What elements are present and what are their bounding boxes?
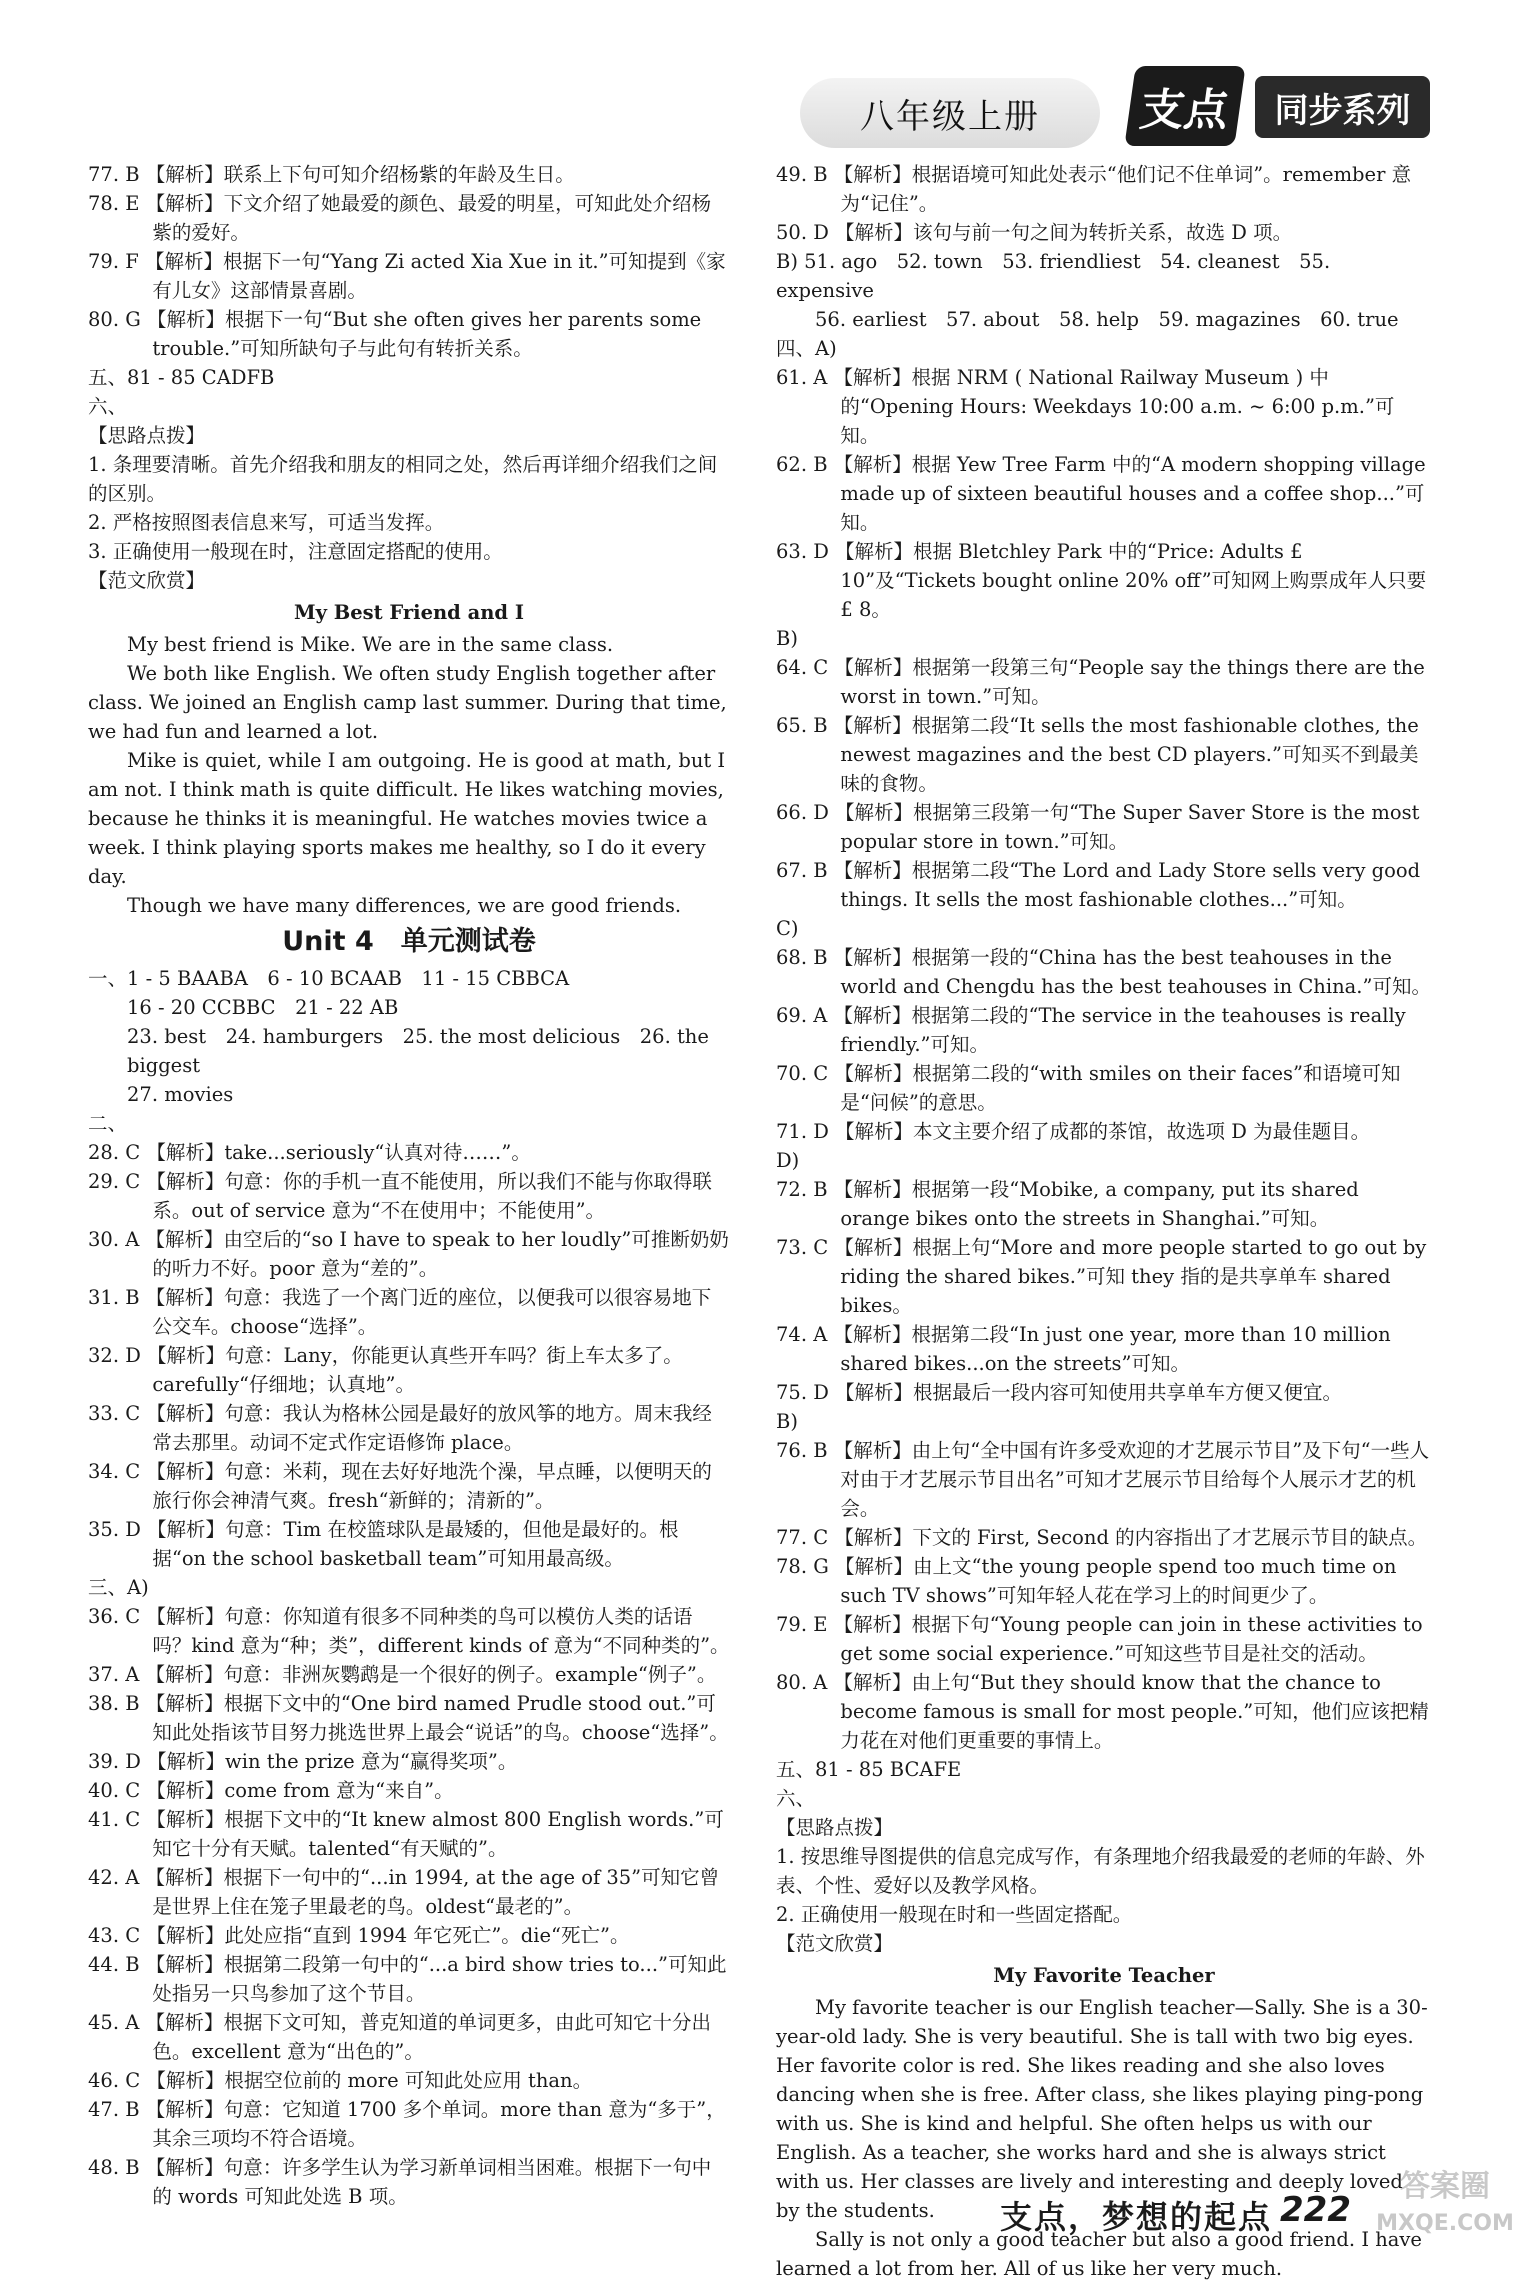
text-line: 2. 正确使用一般现在时和一些固定搭配。 — [776, 1903, 1133, 1926]
text-line: D) — [776, 1149, 800, 1172]
text-line: 3. 正确使用一般现在时，注意固定搭配的使用。 — [88, 540, 503, 563]
text-line: 65. B 【解析】根据第二段“It sells the most fashionable clothes, the newest magazines and the best CD players.”可知买不到最美味的食物。 — [776, 714, 1419, 795]
text-line: 46. C 【解析】根据空位前的 more 可知此处应用 than。 — [88, 2069, 593, 2092]
text-line: 74. A 【解析】根据第二段“In just one year, more than 10 million shared bikes...on the streets”可知。 — [776, 1323, 1391, 1375]
text-line: My best friend is Mike. We are in the same class. — [127, 633, 614, 656]
text-line: 66. D 【解析】根据第三段第一句“The Super Saver Store is the most popular store in town.”可知。 — [776, 801, 1420, 853]
text-line: B) — [776, 627, 798, 650]
text-line: 79. E 【解析】根据下句“Young people can join in these activities to get some social experience.”可知这些节目是社交的活动。 — [776, 1613, 1423, 1665]
text-line: 37. A 【解析】句意：非洲灰鹦鹉是一个很好的例子。example“例子”。 — [88, 1663, 717, 1686]
text-line: 28. C 【解析】take...seriously“认真对待……”。 — [88, 1141, 531, 1164]
text-line: 70. C 【解析】根据第二段的“with smiles on their faces”和语境可知是“问候”的意思。 — [776, 1062, 1401, 1114]
text-line: 62. B 【解析】根据 Yew Tree Farm 中的“A modern shopping village made up of sixteen beautiful houses and a coffee shop...”可知。 — [776, 453, 1426, 534]
text-line: 47. B 【解析】句意：它知道 1700 多个单词。more than 意为“多于”，其余三项均不符合语境。 — [88, 2098, 726, 2150]
text-line: 32. D 【解析】句意：Lany，你能更认真些开车吗？街上车太多了。carefully“仔细地；认真地”。 — [88, 1344, 683, 1396]
essay-title: My Favorite Teacher — [993, 1964, 1215, 1987]
text-line: 40. C 【解析】come from 意为“来自”。 — [88, 1779, 454, 1802]
series-label: 同步系列 — [1255, 76, 1430, 138]
text-line: 67. B 【解析】根据第二段“The Lord and Lady Store sells very good things. It sells the most fashionable clothes...”可知。 — [776, 859, 1421, 911]
text-line: B) 51. ago 52. town 53. friendliest 54. cleanest 55. expensive — [776, 250, 1331, 302]
text-line: My favorite teacher is our English teacher—Sally. She is a 30-year-old lady. She is very beautiful. She is tall with two big eyes. Her favorite color is red. She likes reading and she also loves dancing when she is free. After class, she likes playing ping-pong with us. She is kind and helpful. She often helps us with our English. As a teacher, she works hard and she is always strict with us. Her classes are lively and interesting and deeply loved by the students. — [776, 1996, 1428, 2222]
text-line: 38. B 【解析】根据下文中的“One bird named Prudle stood out.”可知此处指该节目努力挑选世界上最会“说话”的鸟。choose“选择”。 — [88, 1692, 729, 1744]
text-line: 44. B 【解析】根据第二段第一句中的“...a bird show tries to...”可知此处指另一只鸟参加了这个节目。 — [88, 1953, 727, 2005]
grade-label: 八年级上册 — [800, 78, 1100, 148]
text-line: 1. 条理要清晰。首先介绍我和朋友的相同之处，然后再详细介绍我们之间的区别。 — [88, 453, 718, 505]
text-line: 78. G 【解析】由上文“the young people spend too much time on such TV shows”可知年轻人花在学习上的时间更少了。 — [776, 1555, 1397, 1607]
text-line: 16 - 20 CCBBC 21 - 22 AB — [127, 996, 399, 1019]
brand-logo: 支点 — [1124, 66, 1245, 146]
text-line: 49. B 【解析】根据语境可知此处表示“他们记不住单词”。remember 意为“记住”。 — [776, 163, 1412, 215]
text-line: 73. C 【解析】根据上句“More and more people started to go out by riding the shared bikes.”可知 they 指的是共享单车 shared bikes。 — [776, 1236, 1427, 1317]
text-line: 50. D 【解析】该句与前一句之间为转折关系，故选 D 项。 — [776, 221, 1293, 244]
text-line: 80. G 【解析】根据下一句“But she often gives her parents some trouble.”可知所缺句子与此句有转折关系。 — [88, 308, 702, 360]
text-line: 48. B 【解析】句意：许多学生认为学习新单词相当困难。根据下一句中的 words 可知此处选 B 项。 — [88, 2156, 712, 2208]
page-number: 222 — [1280, 2190, 1351, 2230]
text-line: B) — [776, 1410, 798, 1433]
text-line: 42. A 【解析】根据下一句中的“...in 1994, at the age of 35”可知它曾是世界上住在笼子里最老的鸟。oldest“最老的”。 — [88, 1866, 720, 1918]
text-line: 29. C 【解析】句意：你的手机一直不能使用，所以我们不能与你取得联系。out of service 意为“不在使用中；不能使用”。 — [88, 1170, 712, 1222]
watermark-logo: 答案圈 MXQE.COM — [1376, 2169, 1514, 2236]
text-line: 四、A) — [776, 337, 837, 360]
text-line: 77. C 【解析】下文的 First, Second 的内容指出了才艺展示节目的缺点。 — [776, 1526, 1428, 1549]
page-footer — [0, 2170, 1534, 2250]
text-line: 41. C 【解析】根据下文中的“It knew almost 800 English words.”可知它十分有天赋。talented“有天赋的”。 — [88, 1808, 724, 1860]
text-line: 23. best 24. hamburgers 25. the most delicious 26. the biggest — [127, 1025, 709, 1077]
text-line: 64. C 【解析】根据第一段第三句“People say the things there are the worst in town.”可知。 — [776, 656, 1425, 708]
text-line: 76. B 【解析】由上句“全中国有许多受欢迎的才艺展示节目”及下句“一些人对由于才艺展示节目出名”可知才艺展示节目给每个人展示才艺的机会。 — [776, 1439, 1430, 1520]
text-line: Mike is quiet, while I am outgoing. He is good at math, but I am not. I think math is quite difficult. He likes watching movies, because he thinks it is meaningful. He watches movies twice a week. I think playing sports makes me healthy, so I do it every day. — [88, 749, 726, 888]
text-line: 六、 — [88, 395, 128, 418]
text-line: C) — [776, 917, 799, 940]
text-line: 【思路点拨】 — [776, 1816, 894, 1839]
text-line: 五、81 - 85 BCAFE — [776, 1758, 962, 1781]
right-column — [776, 160, 1432, 2283]
text-line: 一、1 - 5 BAABA 6 - 10 BCAAB 11 - 15 CBBCA — [88, 967, 570, 990]
text-line: Though we have many differences, we are good friends. — [127, 894, 682, 917]
text-line: 63. D 【解析】根据 Bletchley Park 中的“Price: Adults £ 10”及“Tickets bought online 20% off”可知网上购票成年人只要£ 8。 — [776, 540, 1427, 621]
text-line: 68. B 【解析】根据第一段的“China has the best teahouses in the world and Chengdu has the best teahouses in China.”可知。 — [776, 946, 1431, 998]
text-line: 71. D 【解析】本文主要介绍了成都的茶馆，故选项 D 为最佳题目。 — [776, 1120, 1371, 1143]
text-line: 1. 按思维导图提供的信息完成写作，有条理地介绍我最爱的老师的年龄、外表、个性、爱好以及教学风格。 — [776, 1845, 1425, 1897]
footer-slogan: 支点，梦想的起点 — [1000, 2198, 1273, 2236]
text-line: 36. C 【解析】句意：你知道有很多不同种类的鸟可以模仿人类的话语吗？kind 意为“种；类”，different kinds of 意为“不同种类的”。 — [88, 1605, 730, 1657]
text-line: 39. D 【解析】win the prize 意为“赢得奖项”。 — [88, 1750, 518, 1773]
text-line: 61. A 【解析】根据 NRM ( National Railway Museum ) 中的“Opening Hours: Weekdays 10:00 a.m. ~ 6:00 p.m.”可知。 — [776, 366, 1395, 447]
text-line: 【范文欣赏】 — [776, 1932, 894, 1955]
text-line: 69. A 【解析】根据第二段的“The service in the teahouses is really friendly.”可知。 — [776, 1004, 1406, 1056]
text-line: 35. D 【解析】句意：Tim 在校篮球队是最矮的，但他是最好的。根据“on the school basketball team”可知用最高级。 — [88, 1518, 679, 1570]
text-line: 五、81 - 85 CADFB — [88, 366, 275, 389]
text-line: 72. B 【解析】根据第一段“Mobike, a company, put its shared orange bikes onto the streets in Shanghai.”可知。 — [776, 1178, 1359, 1230]
essay-title: My Best Friend and I — [294, 601, 524, 624]
text-line: 45. A 【解析】根据下文可知，普克知道的单词更多，由此可知它十分出色。excellent 意为“出色的”。 — [88, 2011, 711, 2063]
text-line: 2. 严格按照图表信息来写，可适当发挥。 — [88, 511, 445, 534]
text-line: 【范文欣赏】 — [88, 569, 206, 592]
page-header — [0, 0, 1534, 150]
text-line: 27. movies — [127, 1083, 234, 1106]
text-line: 79. F 【解析】根据下一句“Yang Zi acted Xia Xue in it.”可知提到《家有儿女》这部情景喜剧。 — [88, 250, 726, 302]
text-line: 78. E 【解析】下文介绍了她最爱的颜色、最爱的明星，可知此处介绍杨紫的爱好。 — [88, 192, 712, 244]
text-line: 33. C 【解析】句意：我认为格林公园是最好的放风筝的地方。周末我经常去那里。动词不定式作定语修饰 place。 — [88, 1402, 712, 1454]
text-line: 30. A 【解析】由空后的“so I have to speak to her loudly”可推断奶奶的听力不好。poor 意为“差的”。 — [88, 1228, 729, 1280]
text-line: 56. earliest 57. about 58. help 59. magazines 60. true — [815, 308, 1399, 331]
text-line: 三、A) — [88, 1576, 149, 1599]
left-column — [88, 160, 730, 2211]
text-line: 80. A 【解析】由上句“But they should know that the chance to become famous is small for most people.”可知，他们应该把精力花在对他们更重要的事情上。 — [776, 1671, 1429, 1752]
text-line: 【思路点拨】 — [88, 424, 206, 447]
text-line: 六、 — [776, 1787, 816, 1810]
text-line: Sally is not only a good teacher but also a good friend. I have learned a lot from her. All of us like her very much. — [776, 2228, 1422, 2280]
unit-title: Unit 4 单元测试卷 — [282, 926, 536, 957]
text-line: 31. B 【解析】句意：我选了一个离门近的座位，以便我可以很容易地下公交车。choose“选择”。 — [88, 1286, 712, 1338]
text-line: 75. D 【解析】根据最后一段内容可知使用共享单车方便又便宜。 — [776, 1381, 1343, 1404]
text-line: 二、 — [88, 1112, 128, 1135]
text-line: 34. C 【解析】句意：米莉，现在去好好地洗个澡，早点睡，以便明天的旅行你会神清气爽。fresh“新鲜的；清新的”。 — [88, 1460, 712, 1512]
text-line: We both like English. We often study English together after class. We joined an English camp last summer. During that time, we had fun and learned a lot. — [88, 662, 727, 743]
text-line: 43. C 【解析】此处应指“直到 1994 年它死亡”。die“死亡”。 — [88, 1924, 630, 1947]
text-line: 77. B 【解析】联系上下句可知介绍杨紫的年龄及生日。 — [88, 163, 575, 186]
